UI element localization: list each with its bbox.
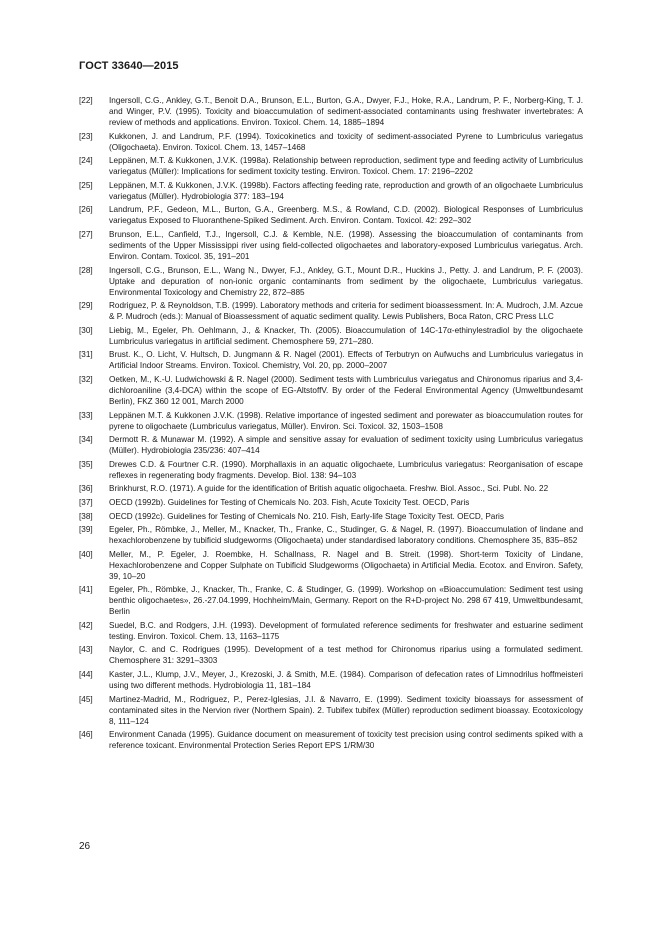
page-number: 26 bbox=[79, 841, 91, 852]
reference-list bbox=[79, 95, 583, 754]
reference-entry bbox=[79, 265, 583, 298]
reference-number: [24] bbox=[79, 156, 93, 166]
reference-text: Leppänen, M.T. & Kukkonen, J.V.K. (1998b). Factors affecting feeding rate, reproduction and growth of an oligochaete Lumbriculus variegatus (Müller). Hydrobiologia 377: 183–194 bbox=[109, 180, 583, 201]
reference-number: [40] bbox=[79, 549, 93, 559]
reference-entry bbox=[79, 155, 583, 177]
reference-text: Leppänen, M.T. & Kukkonen, J.V.K. (1998a). Relationship between reproduction, sediment type and feeding activity of Lumbriculus variegatus (Müller): Implications for sediment toxicity testing. Environ. Toxicol. Chem. 17: 2196–2202 bbox=[109, 156, 583, 177]
reference-number: [29] bbox=[79, 301, 93, 311]
reference-number: [42] bbox=[79, 620, 93, 630]
reference-text: Kaster, J.L., Klump, J.V., Meyer, J., Krezoski, J. & Smith, M.E. (1984). Comparison of defecation rates of Limnodrilus hoffmeisteri using two different methods. Hydrobiologia 11, 181–184 bbox=[109, 670, 583, 691]
reference-entry bbox=[79, 511, 583, 522]
reference-number: [33] bbox=[79, 410, 93, 420]
reference-number: [39] bbox=[79, 525, 93, 535]
reference-entry bbox=[79, 131, 583, 153]
reference-text: Martinez-Madrid, M., Rodriguez, P., Perez-Iglesias, J.I. & Navarro, E. (1999). Sediment toxicity bioassays for assessment of contaminated sites in the Nervion river (Northern Spain). 2. Tubifex tubifex (Müller) reproduction sediment bioassay. Ecotoxicology 8, 111–124 bbox=[109, 694, 583, 726]
reference-text: Dermott R. & Munawar M. (1992). A simple and sensitive assay for evaluation of sediment toxicity using Lumbriculus variegatus (Müller). Hydrobiologia 235/236: 407–414 bbox=[109, 435, 583, 456]
reference-text: Naylor, C. and C. Rodrigues (1995). Development of a test method for Chironomus riparius using a formulated sediment. Chemosphere 31: 3291–3303 bbox=[109, 645, 583, 666]
reference-number: [35] bbox=[79, 459, 93, 469]
reference-number: [25] bbox=[79, 180, 93, 190]
reference-entry bbox=[79, 483, 583, 494]
reference-entry bbox=[79, 729, 583, 751]
reference-text: Suedel, B.C. and Rodgers, J.H. (1993). Development of formulated reference sediments for freshwater and estuarine sediment testing. Environ. Toxicol. Chem. 13, 1163–1175 bbox=[109, 620, 583, 641]
reference-number: [46] bbox=[79, 730, 93, 740]
reference-text: Oetken, M., K.-U. Ludwichowski & R. Nagel (2000). Sediment tests with Lumbriculus variegatus and Chironomus riparius and 3,4-dichloroaniline (3,4-DCA) within the scope of EG-AltstoffV. By order of the Federal Environmental Agency (Umweltbundesamt Berlin), FKZ 360 12 001, March 2000 bbox=[109, 374, 583, 406]
reference-number: [36] bbox=[79, 484, 93, 494]
reference-text: Drewes C.D. & Fourtner C.R. (1990). Morphallaxis in an aquatic oligochaete, Lumbriculus variegatus: Reorganisation of escape reflexes in regenerating body fragments. Develop. Biol. 138: 94–103 bbox=[109, 459, 583, 480]
reference-entry bbox=[79, 549, 583, 582]
reference-text: Brunson, E.L., Canfield, T.J., Ingersoll, C.J. & Kemble, N.E. (1998). Assessing the bioaccumulation of contaminants from sediments of the Upper Mississippi river using field-collected oligochaetes and laboratory-exposed Lumbriculus variegatus. Arch. Environ. Contam. Toxicol. 35, 191–201 bbox=[109, 229, 583, 261]
reference-entry bbox=[79, 95, 583, 128]
reference-text: Liebig, M., Egeler, Ph. Oehlmann, J., & Knacker, Th. (2005). Bioaccumulation of 14C-17α-ethinylestradiol by the oligochaete Lumbriculus variegatus in artificial sediment. Chemosphere 59, 271–280. bbox=[109, 325, 583, 346]
reference-text: OECD (1992b). Guidelines for Testing of Chemicals No. 203. Fish, Acute Toxicity Test. OECD, Paris bbox=[109, 497, 470, 507]
reference-entry bbox=[79, 669, 583, 691]
reference-number: [43] bbox=[79, 645, 93, 655]
reference-text: Rodriguez, P. & Reynoldson, T.B. (1999). Laboratory methods and criteria for sediment bioassessment. In: A. Mudroch, J.M. Azcue & P. Mudroch (eds.): Manual of Bioassessment of aquatic sediment quality. Lewis Publishers, Boca Raton, CRC Press LLC bbox=[109, 301, 583, 322]
reference-text: Egeler, Ph., Römbke, J., Knacker, Th., Franke, C. & Studinger, G. (1999). Workshop on «Bioaccumulation: Sediment test using benthic oligochaetes», 26.-27.04.1999, Hochheim/Main, Germany. Report on the R+D-project No. 298 67 419, Umweltbundesamt, Berlin bbox=[109, 585, 583, 617]
reference-entry bbox=[79, 325, 583, 347]
reference-text: Brust. K., O. Licht, V. Hultsch, D. Jungmann & R. Nagel (2001). Effects of Terbutryn on Aufwuchs and Lumbriculus variegatus in Artificial Indoor Streams. Environ. Toxicol. Chemistry, Vol. 20, pp. 2000–2007 bbox=[109, 350, 583, 371]
reference-entry bbox=[79, 204, 583, 226]
reference-number: [26] bbox=[79, 205, 93, 215]
reference-entry bbox=[79, 434, 583, 456]
reference-text: Ingersoll, C.G., Ankley, G.T., Benoit D.A., Brunson, E.L., Burton, G.A., Dwyer, F.J., Hoke, R.A., Landrum, P. F., Norberg-King, T. J. and Winger, P.V. (1995). Toxicity and bioaccumulation of sediment-associated contaminants using freshwater invertebrates: A review of methods and applications. Environ. Toxicol. Chem. 14, 1885–1894 bbox=[109, 96, 583, 127]
reference-text: Egeler, Ph., Römbke, J., Meller, M., Knacker, Th., Franke, C., Studinger, G. & Nagel, R. (1997). Bioaccumulation of lindane and hexachlorobenzene by tubificid sludgeworms (Oligochaeta) under standardised laboratory conditions. Chemosphere 35, 835–852 bbox=[109, 525, 583, 546]
reference-entry bbox=[79, 694, 583, 727]
reference-entry bbox=[79, 374, 583, 407]
reference-entry bbox=[79, 584, 583, 617]
reference-text: Environment Canada (1995). Guidance document on measurement of toxicity test precision using control sediments spiked with a reference toxicant. Environmental Protection Series Report EPS 1/RM/30 bbox=[109, 730, 583, 751]
reference-number: [28] bbox=[79, 265, 93, 275]
reference-entry bbox=[79, 497, 583, 508]
reference-number: [31] bbox=[79, 350, 93, 360]
reference-entry bbox=[79, 180, 583, 202]
reference-number: [32] bbox=[79, 374, 93, 384]
reference-text: Landrum, P.F., Gedeon, M.L., Burton, G.A., Greenberg. M.S., & Rowland, C.D. (2002). Biological Responses of Lumbriculus variegatus Exposed to Fluoranthene-Spiked Sediment. Arch. Environ. Contam. Toxicol. 42: 292–302 bbox=[109, 205, 583, 226]
reference-number: [34] bbox=[79, 435, 93, 445]
reference-number: [38] bbox=[79, 511, 93, 521]
reference-entry bbox=[79, 524, 583, 546]
reference-entry bbox=[79, 459, 583, 481]
reference-number: [30] bbox=[79, 325, 93, 335]
reference-text: Leppänen M.T. & Kukkonen J.V.K. (1998). Relative importance of ingested sediment and porewater as bioaccumulation routes for pyrene to oligochaete (Lumbriculus variegatus, Müller). Environ. Sci. Toxicol. 32, 1503–1508 bbox=[109, 410, 583, 431]
reference-entry bbox=[79, 644, 583, 666]
reference-text: Meller, M., P. Egeler, J. Roembke, H. Schallnass, R. Nagel and B. Streit. (1998). Short-term Toxicity of Lindane, Hexachlorobenzene and Copper Sulphate on Tubificid Sludgeworms (Oligochaeta) in Artificial Media. Ecotox. and Environ. Safety, 39, 10–20 bbox=[109, 549, 583, 581]
reference-text: Kukkonen, J. and Landrum, P.F. (1994). Toxicokinetics and toxicity of sediment-associated Pyrene to Lumbriculus variegatus (Oligochaeta). Environ. Toxicol. Chem. 13, 1457–1468 bbox=[109, 131, 583, 152]
reference-number: [44] bbox=[79, 670, 93, 680]
reference-number: [22] bbox=[79, 96, 93, 105]
reference-number: [23] bbox=[79, 131, 93, 141]
reference-text: Brinkhurst, R.O. (1971). A guide for the identification of British aquatic oligochaeta. Freshw. Biol. Assoc., Sci. Publ. No. 22 bbox=[109, 484, 549, 494]
reference-entry bbox=[79, 349, 583, 371]
reference-text: OECD (1992c). Guidelines for Testing of Chemicals No. 210. Fish, Early-life Stage Toxicity Test. OECD, Paris bbox=[109, 511, 504, 521]
reference-entry bbox=[79, 229, 583, 262]
reference-entry bbox=[79, 620, 583, 642]
reference-entry bbox=[79, 410, 583, 432]
document-header: ГОСТ 33640—2015 bbox=[79, 60, 179, 72]
reference-number: [45] bbox=[79, 694, 93, 704]
reference-number: [27] bbox=[79, 229, 93, 239]
reference-entry bbox=[79, 300, 583, 322]
reference-number: [37] bbox=[79, 497, 93, 507]
reference-number: [41] bbox=[79, 585, 93, 595]
reference-text: Ingersoll, C.G., Brunson, E.L., Wang N., Dwyer, F.J., Ankley, G.T., Mount D.R., Huckins J., Petty. J. and Landrum, P. F. (2003). Uptake and depuration of non-ionic organic contaminants from sediment by the oligochaete, Lumbriculus variegatus. Environmental Toxicology and Chemistry 22, 872–885 bbox=[109, 265, 583, 297]
